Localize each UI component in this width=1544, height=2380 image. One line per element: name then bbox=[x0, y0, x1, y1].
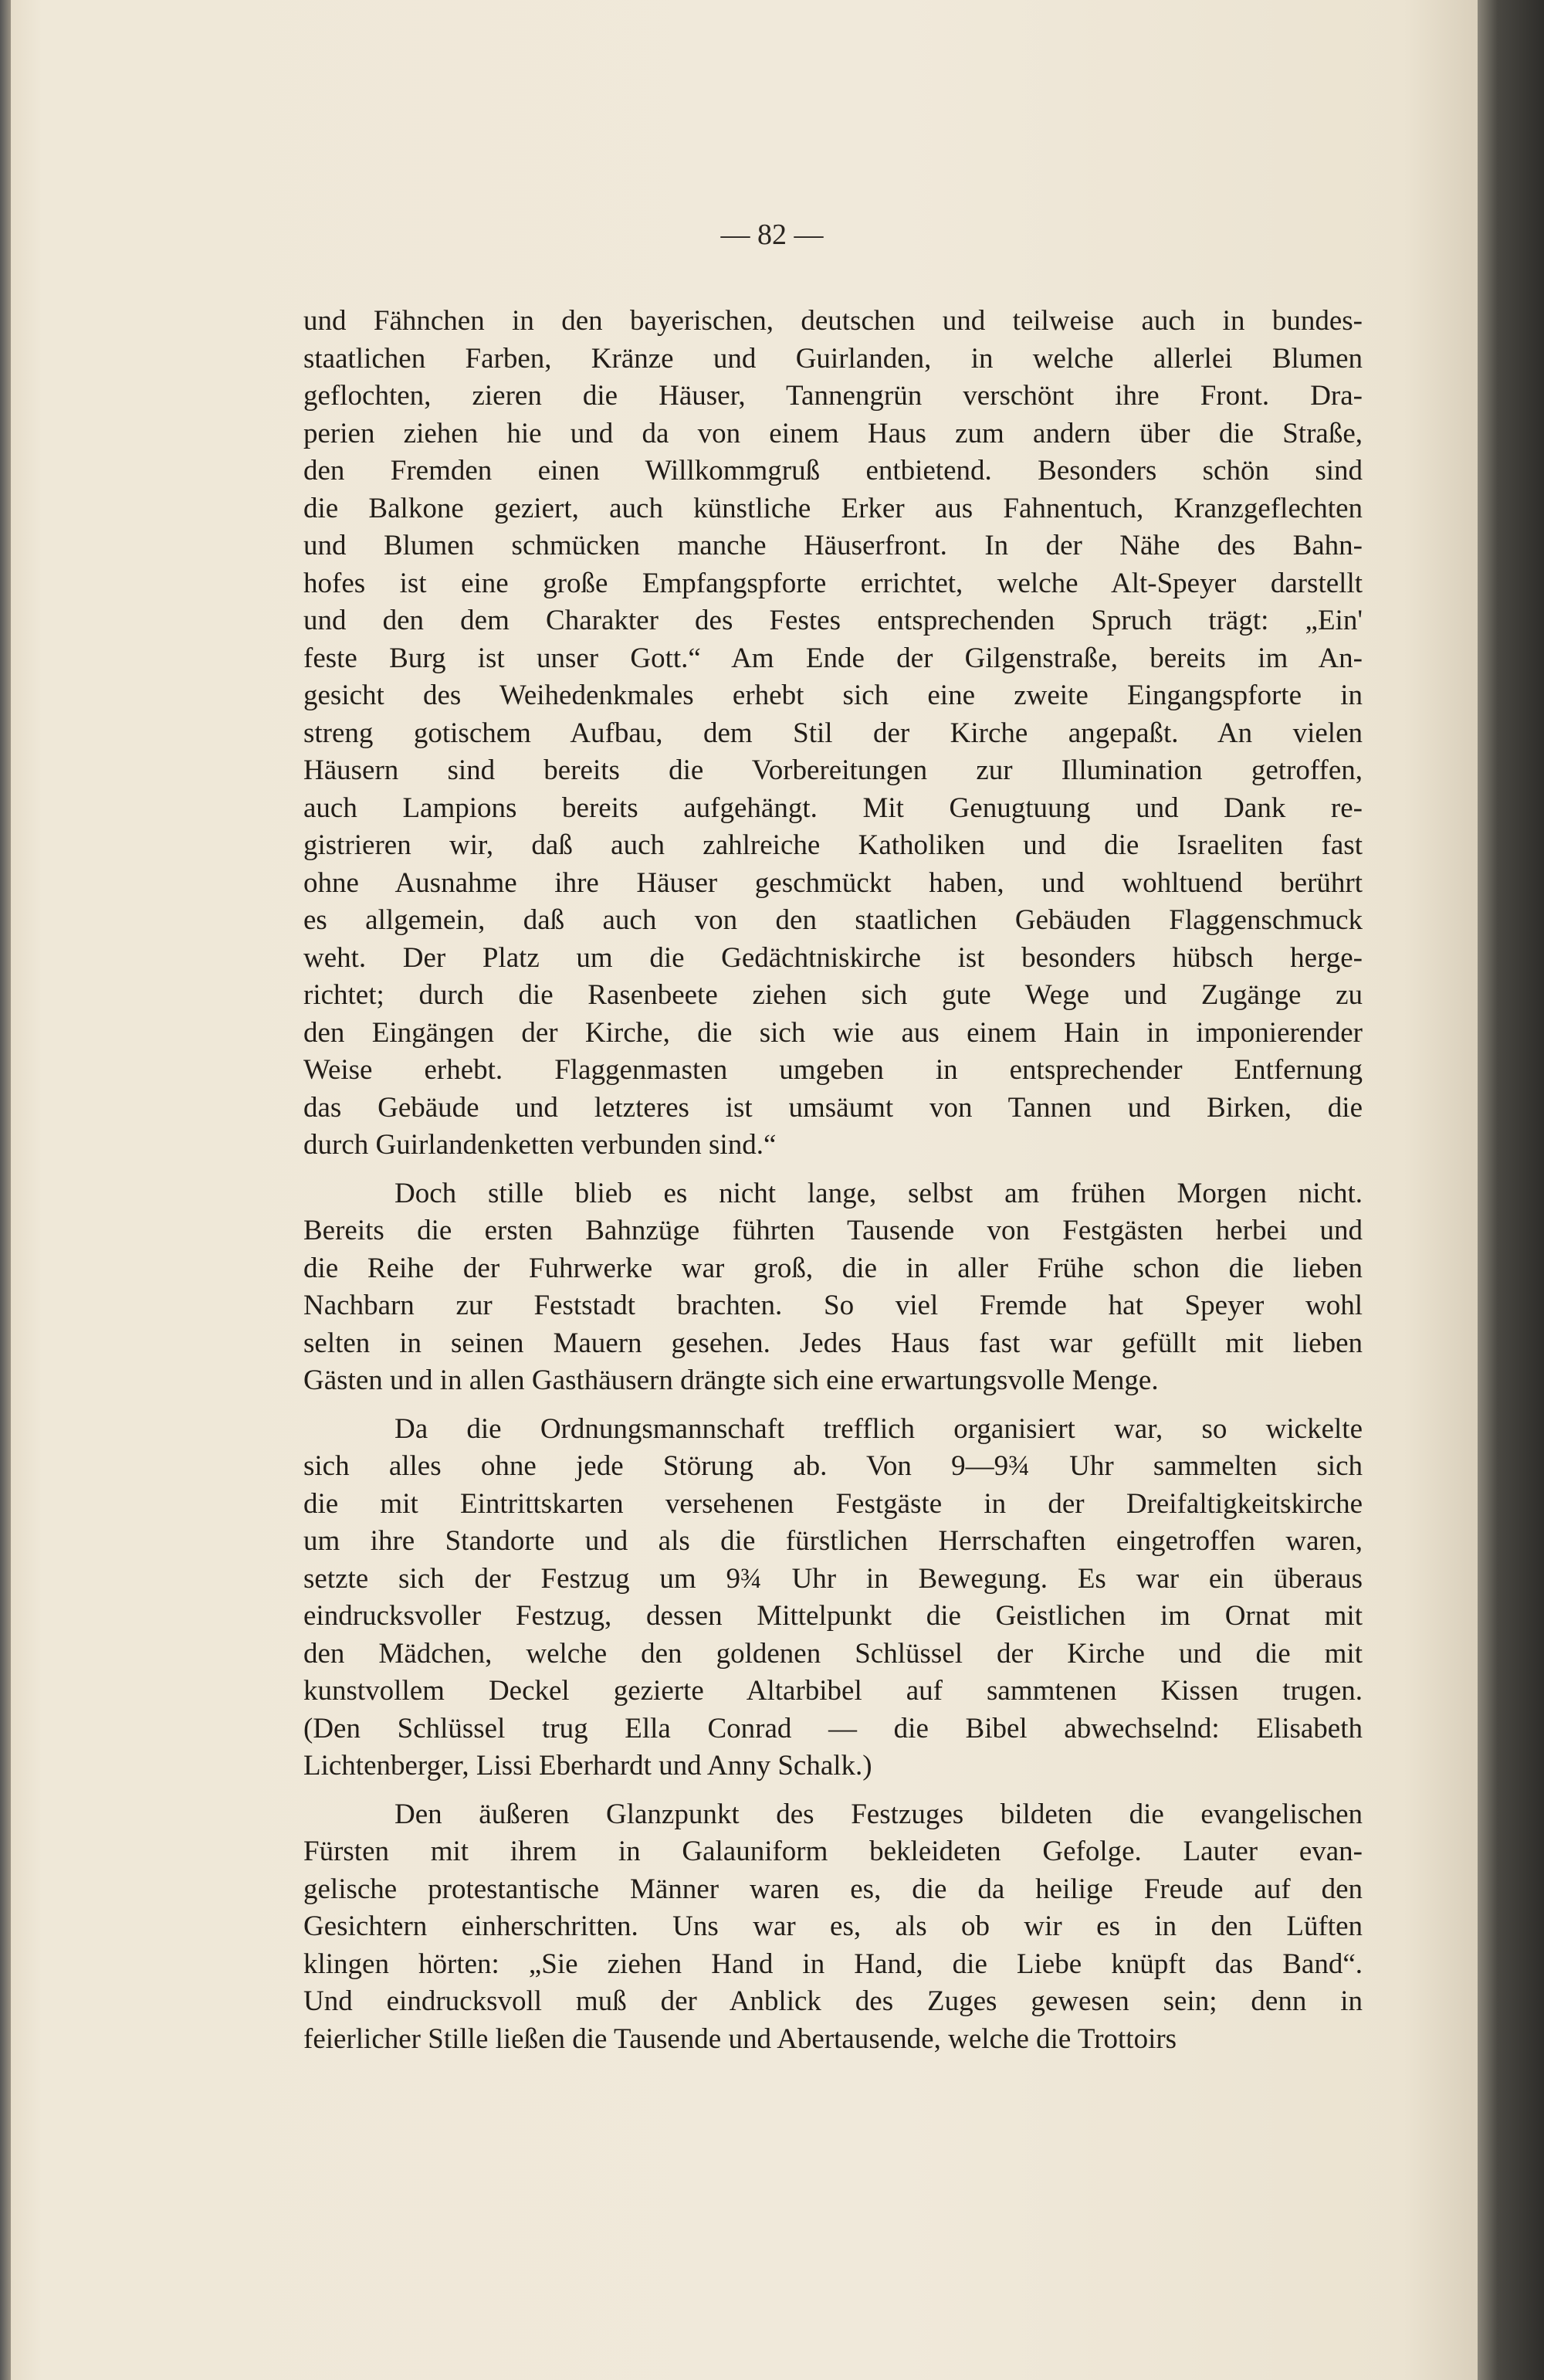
text-line: sich alles ohne jede Störung ab. Von 9—9¾ Uhr sammelten sich bbox=[303, 1450, 1363, 1482]
text-line: gistrieren wir, daß auch zahlreiche Katholiken und die Israeliten fast bbox=[303, 829, 1363, 861]
paragraph bbox=[303, 303, 1363, 1165]
text-line: ohne Ausnahme ihre Häuser geschmückt haben, und wohltuend berührt bbox=[303, 866, 1363, 899]
page-left-edge bbox=[0, 0, 11, 2380]
text-line: gelische protestantische Männer waren es, die da heilige Freude auf den bbox=[303, 1873, 1363, 1905]
text-line: die Balkone geziert, auch künstliche Erker aus Fahnentuch, Kranzgeflechten bbox=[303, 492, 1363, 524]
text-line: und Fähnchen in den bayerischen, deutschen und teilweise auch in bundes- bbox=[303, 305, 1363, 337]
text-line: Lichtenberger, Lissi Eberhardt und Anny Schalk.) bbox=[303, 1750, 872, 1782]
text-line: Den äußeren Glanzpunkt des Festzuges bildeten die evangelischen bbox=[394, 1798, 1363, 1830]
text-line: das Gebäude und letzteres ist umsäumt von Tannen und Birken, die bbox=[303, 1091, 1363, 1124]
text-line: Doch stille blieb es nicht lange, selbst am frühen Morgen nicht. bbox=[394, 1177, 1363, 1209]
text-line: Häusern sind bereits die Vorbereitungen zur Illumination getroffen, bbox=[303, 754, 1363, 786]
text-line: hofes ist eine große Empfangspforte errichtet, welche Alt-Speyer darstellt bbox=[303, 567, 1363, 599]
page-number: — 82 — bbox=[720, 219, 824, 251]
text-line: streng gotischem Aufbau, dem Stil der Kirche angepaßt. An vielen bbox=[303, 717, 1363, 749]
text-line: Nachbarn zur Feststadt brachten. So viel Fremde hat Speyer wohl bbox=[303, 1290, 1363, 1321]
book-binding-shadow bbox=[1478, 0, 1544, 2380]
text-line: perien ziehen hie und da von einem Haus zum andern über die Straße, bbox=[303, 417, 1363, 449]
text-line: feste Burg ist unser Gott.“ Am Ende der Gilgenstraße, bereits im An- bbox=[303, 642, 1363, 674]
text-line: staatlichen Farben, Kränze und Guirlanden, in welche allerlei Blumen bbox=[303, 342, 1363, 375]
text-line: richtet; durch die Rasenbeete ziehen sich gute Wege und Zugänge zu bbox=[303, 979, 1363, 1011]
text-line: Und eindrucksvoll muß der Anblick des Zuges gewesen sein; denn in bbox=[303, 1985, 1363, 2017]
paragraph bbox=[303, 1175, 1363, 1400]
paragraph bbox=[303, 1796, 1363, 2059]
text-line: gesicht des Weihedenkmales erhebt sich eine zweite Eingangspforte in bbox=[303, 680, 1363, 711]
text-line: Bereits die ersten Bahnzüge führten Tausende von Festgästen herbei und bbox=[303, 1215, 1363, 1246]
text-line: Da die Ordnungsmannschaft trefflich organisiert war, so wickelte bbox=[394, 1412, 1363, 1445]
text-line: Gesichtern einherschritten. Uns war es, als ob wir es in den Lüften bbox=[303, 1910, 1363, 1942]
text-line: und den dem Charakter des Festes entsprechenden Spruch trägt: „Ein' bbox=[303, 605, 1363, 636]
text-line: auch Lampions bereits aufgehängt. Mit Genugtuung und Dank re- bbox=[303, 792, 1363, 824]
text-line: die Reihe der Fuhrwerke war groß, die in aller Frühe schon die lieben bbox=[303, 1252, 1363, 1284]
text-line: geflochten, zieren die Häuser, Tannengrün verschönt ihre Front. Dra- bbox=[303, 380, 1363, 412]
text-line: Weise erhebt. Flaggenmasten umgeben in entsprechender Entfernung bbox=[303, 1054, 1363, 1086]
text-line: durch Guirlandenketten verbunden sind.“ bbox=[303, 1129, 777, 1161]
text-line: eindrucksvoller Festzug, dessen Mittelpunkt die Geistlichen im Ornat mit bbox=[303, 1600, 1363, 1632]
text-line: Gästen und in allen Gasthäusern drängte sich eine erwartungsvolle Menge. bbox=[303, 1365, 1159, 1396]
paragraph bbox=[303, 1411, 1363, 1785]
text-line: feierlicher Stille ließen die Tausende und Abertausende, welche die Trottoirs bbox=[303, 2022, 1177, 2055]
text-line: es allgemein, daß auch von den staatlichen Gebäuden Flaggenschmuck bbox=[303, 904, 1363, 936]
body-text bbox=[303, 303, 1363, 2069]
text-line: klingen hörten: „Sie ziehen Hand in Hand, die Liebe knüpft das Band“. bbox=[303, 1948, 1363, 1980]
text-line: den Fremden einen Willkommgruß entbietend. Besonders schön sind bbox=[303, 455, 1363, 487]
text-line: um ihre Standorte und als die fürstlichen Herrschaften eingetroffen waren, bbox=[303, 1525, 1363, 1557]
text-line: den Mädchen, welche den goldenen Schlüssel der Kirche und die mit bbox=[303, 1637, 1363, 1670]
text-line: selten in seinen Mauern gesehen. Jedes Haus fast war gefüllt mit lieben bbox=[303, 1327, 1363, 1359]
text-line: die mit Eintrittskarten versehenen Festgäste in der Dreifaltigkeitskirche bbox=[303, 1487, 1363, 1520]
text-line: Fürsten mit ihrem in Galauniform bekleideten Gefolge. Lauter evan- bbox=[303, 1836, 1363, 1867]
text-line: kunstvollem Deckel gezierte Altarbibel auf sammtenen Kissen trugen. bbox=[303, 1675, 1363, 1707]
text-line: den Eingängen der Kirche, die sich wie aus einem Hain in imponierender bbox=[303, 1016, 1363, 1049]
text-line: (Den Schlüssel trug Ella Conrad — die Bibel abwechselnd: Elisabeth bbox=[303, 1712, 1363, 1744]
text-line: und Blumen schmücken manche Häuserfront. In der Nähe des Bahn- bbox=[303, 530, 1363, 561]
text-line: setzte sich der Festzug um 9¾ Uhr in Bewegung. Es war ein überaus bbox=[303, 1562, 1363, 1595]
text-line: weht. Der Platz um die Gedächtniskirche ist besonders hübsch herge- bbox=[303, 941, 1363, 974]
